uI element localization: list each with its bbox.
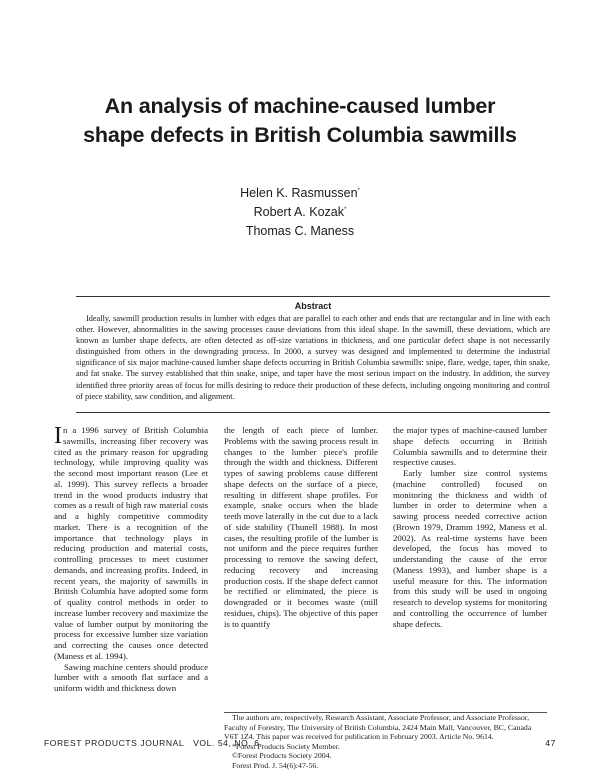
footnote-affiliation: The authors are, respectively, Research Assistant, Associate Professor, and Associate Professor, Faculty of Forestry, The University of British Columbia, 2424 Main Mall, Vancouver, BC, Canada V6T 1Z4. This paper was received for publication in February 2003. Article No. 9614.	[224, 713, 532, 742]
drop-cap: I	[54, 423, 62, 449]
footnotes	[224, 713, 547, 771]
body-column-1	[54, 425, 208, 694]
paragraph: the length of each piece of lumber. Problems with the sawing process result in changes to the lumber piece's profile through the width and thickness. Different types of sawing problems cause different shape defects on the surface of a piece, resulting in different shape profiles. For example, snake occurs when the blade teeth move laterally in the cut due to a lack of side stability (Thunell 1988). In most cases, the resulting profile of the lumber is not uniform and the piece requires further processing to remove the sawing defect, reducing recovery and increasing production costs. If the shape defect cannot be rectified or eliminated, the piece is downgraded or it becomes waste (mill residues, chips). The objective of this paper is to quantify	[224, 425, 378, 629]
author-1: Helen K. Rasmussen*	[240, 186, 360, 200]
author-2: Robert A. Kozak*	[253, 205, 347, 219]
author-3: Thomas C. Maness	[245, 224, 355, 238]
paragraph: Sawing machine centers should produce lumber with a smooth flat surface and a uniform width and thickness down	[54, 661, 208, 693]
paragraph: the major types of machine-caused lumber shape defects occurring in British Columbia sawmills and to determine their respective causes.	[393, 425, 547, 468]
footnote-member: *Forest Products Society Member.	[232, 741, 340, 751]
body-column-3	[393, 425, 547, 629]
footer-volume: VOL. 54, NO. 6	[193, 738, 260, 748]
article-title	[40, 92, 560, 150]
title-line-2: shape defects in British Columbia sawmills	[83, 123, 517, 147]
page-number: 47	[545, 738, 556, 748]
abstract-text: Ideally, sawmill production results in lumber with edges that are parallel to each other and ends that are rectangular and in line with each other. However, abnormalities in the sawing processes cause deviations from this ideal shape. In the sawmill, these deviations, which are known as lumber shape defects, are often detected as off-size variations in thickness, and one particular defect shape is not necessarily distinguished from others in the downgrading process. In 2000, a survey was designed and implemented to determine the industrial significance of six major machine-caused lumber shape defects occurring in British Columbia sawmills: snipe, flare, wedge, taper, thin snake, and fat snake. The survey established that thin snake, snipe, and taper have the most serious impact on the industry. In addition, the survey identified three priority areas of focus for mills desiring to reduce their production of these defects, including ongoing monitoring and control of piece stability, saw condition, and alignment.	[76, 314, 550, 401]
footnote-copyright: ©Forest Products Society 2004.	[232, 751, 332, 761]
body-column-2	[224, 425, 378, 629]
abstract-top-rule	[76, 296, 550, 297]
footnote-citation: Forest Prod. J. 54(6):47-56.	[232, 760, 319, 770]
footer-journal: FOREST PRODUCTS JOURNAL VOL. 54, NO. 6	[44, 738, 260, 748]
paragraph: Early lumber size control systems (machine controlled) focused on monitoring the thickness and width of lumber in order to determine when a sawing process needed corrective action (Brown 1979, Dramm 1992, Maness et al. 2002). As real-time systems have been developed, the focus has moved to understanding the cause of the error (Maness 1993), and lumber shape is a useful measure for this. The information from this study will be used in ongoing research to develop systems for monitoring and controlling the occurrence of lumber shape defects.	[393, 468, 547, 629]
intro-paragraph: In a 1996 survey of British Columbia sawmills, increasing fiber recovery was cited as the primary reason for upgrading technology, while improving quality was the second most important reason (Lee et al. 1999). This survey reflects a broader trend in the wood products industry that comes as a result of high raw material costs and a highly competitive commodity market. There is a recognition of the importance that technology plays in reducing production and material costs, controlling processes to meet customer demands, and increasing profits. Indeed, in recent years, the majority of sawmills in British Columbia have adopted some form of quality control methods in order to increase lumber recovery and maximize the value of lumber output by monitoring the process for excessive lumber size variation and correcting the causes once detected (Maness et al. 1994).	[54, 423, 208, 661]
abstract-bottom-rule	[76, 412, 550, 413]
title-line-1: An analysis of machine-caused lumber	[104, 94, 496, 118]
author-list	[0, 184, 600, 241]
abstract-heading: Abstract	[294, 301, 332, 311]
